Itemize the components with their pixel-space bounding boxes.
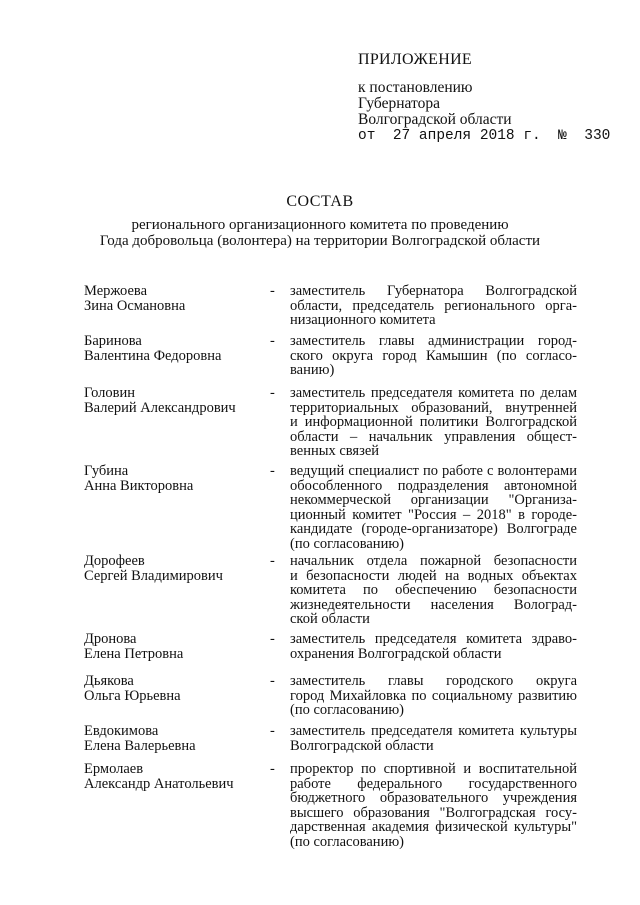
member-role-line: проректор по спортивной и воспитательной (290, 761, 577, 777)
member-role-line: и информационной политики Волгоградской (290, 414, 577, 430)
member-role-line: начальник отдела пожарной безопасности (290, 553, 577, 569)
attachment-heading: ПРИЛОЖЕНИЕ (358, 51, 473, 68)
member-role-line: заместитель председателя комитета культуры (290, 723, 577, 739)
member-dash: - (270, 723, 275, 739)
member-given-name: Александр Анатольевич (84, 775, 234, 792)
member-name (84, 674, 264, 703)
member-given-name: Зина Османовна (84, 297, 186, 314)
member-surname: Баринова (84, 333, 142, 349)
member-role-line: охранения Волгоградской области (290, 645, 502, 662)
member-role-line: ванию) (290, 362, 335, 378)
member-role-line: ского округа город Камышин (по согласо- (290, 347, 577, 364)
member-role (290, 724, 577, 753)
member-surname: Мержоева (84, 283, 147, 299)
document-subtitle (0, 217, 640, 249)
member-role-line: и безопасности людей на водных объектах (290, 567, 577, 584)
member-given-name: Валентина Федоровна (84, 347, 222, 364)
subtitle-line: Года добровольца (волонтера) на территории Волгоградской области (99, 233, 541, 249)
member-role-line: обособленного подразделения автономной (290, 477, 577, 494)
member-role-line: город Михайловка по социальному развитию (290, 687, 577, 704)
member-surname: Дьякова (84, 673, 134, 689)
member-role-line: области, председатель регионального орга- (290, 297, 577, 314)
member-role (290, 632, 577, 661)
attachment-line: к постановлению (358, 79, 473, 96)
member-role-line: области – начальник управления общест- (290, 428, 577, 445)
member-given-name: Анна Викторовна (84, 477, 194, 494)
member-role-line: кандидате (городе-организаторе) Волгограде (290, 521, 577, 537)
member-role-line: дарственная академия физической культуры" (290, 819, 577, 835)
member-name (84, 724, 264, 753)
member-name (84, 334, 264, 363)
member-role-line: жизнедеятельности населения Волоград- (290, 596, 577, 613)
member-surname: Головин (84, 385, 136, 401)
decree-date: 27 апреля 2018 г. (392, 128, 541, 144)
member-dash: - (270, 631, 275, 647)
member-role-line: территориальных образований, внутренней (290, 399, 577, 416)
member-dash: - (270, 333, 275, 349)
member-role-line: заместитель Губернатора Волгоградской (290, 283, 577, 299)
member-role-line: бюджетного образовательного учреждения (290, 790, 577, 806)
member-name (84, 762, 264, 791)
member-surname: Ермолаев (84, 761, 144, 777)
member-role-line: заместитель главы городского округа (290, 673, 577, 689)
subtitle-line: регионального организационного комитета по проведению (131, 217, 509, 233)
member-role-line: заместитель главы администрации город- (290, 333, 577, 349)
member-dash: - (270, 463, 275, 479)
member-role (290, 386, 577, 459)
member-given-name: Сергей Владимирович (84, 567, 223, 584)
member-role-line: высшего образования "Волгоградская госу- (290, 804, 577, 821)
attachment-line: Волгоградской области (358, 111, 512, 128)
member-surname: Евдокимова (84, 723, 159, 739)
member-given-name: Валерий Александрович (84, 399, 236, 416)
attachment-line: Губернатора (358, 95, 440, 112)
member-surname: Дорофеев (84, 553, 145, 569)
member-role (290, 674, 577, 718)
member-name (84, 386, 264, 415)
member-role-line: низационного комитета (290, 312, 436, 328)
member-dash: - (270, 673, 275, 689)
member-dash: - (270, 283, 275, 299)
member-role-line: заместитель председателя комитета по делам (290, 385, 577, 401)
member-dash: - (270, 553, 275, 569)
member-given-name: Елена Валерьевна (84, 737, 196, 754)
member-role-line: (по согласованию) (290, 535, 404, 552)
member-surname: Дронова (84, 631, 137, 647)
member-dash: - (270, 761, 275, 777)
document-title: СОСТАВ (286, 193, 354, 210)
decree-prefix: от (358, 128, 376, 144)
member-role-line: некоммерческой организации "Организа- (290, 492, 577, 508)
member-role-line: (по согласованию) (290, 833, 404, 850)
member-given-name: Ольга Юрьевна (84, 687, 181, 704)
member-surname: Губина (84, 463, 129, 479)
member-name (84, 464, 264, 493)
member-role-line: ской области (290, 611, 370, 627)
member-role-line: работе федерального государственного (290, 775, 577, 792)
member-role-line: комитета по обеспечению безопасности (290, 582, 577, 598)
member-role (290, 554, 577, 627)
member-role-line: ведущий специалист по работе с волонтерами (290, 463, 577, 479)
member-role-line: заместитель председателя комитета здраво- (290, 631, 577, 647)
member-role-line: Волгоградской области (290, 737, 434, 754)
decree-line (358, 128, 610, 144)
member-name (84, 632, 264, 661)
member-role-line: (по согласованию) (290, 702, 404, 718)
member-name (84, 554, 264, 583)
attachment-block (358, 52, 512, 128)
decree-number: 330 (584, 128, 611, 144)
member-given-name: Елена Петровна (84, 645, 184, 662)
member-name (84, 284, 264, 313)
member-dash: - (270, 385, 275, 401)
member-role (290, 464, 577, 551)
member-role (290, 334, 577, 378)
member-role (290, 762, 577, 849)
member-role (290, 284, 577, 328)
member-role-line: ционный комитет "Россия – 2018" в городе- (290, 506, 577, 523)
decree-number-sign: № (558, 128, 567, 144)
member-role-line: венных связей (290, 443, 380, 459)
